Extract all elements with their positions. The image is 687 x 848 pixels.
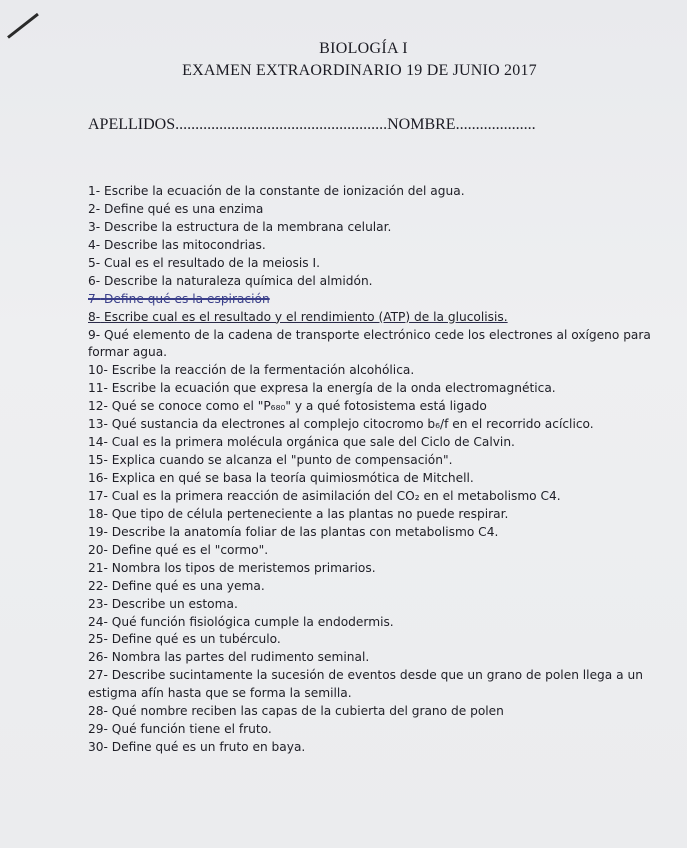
- question-number: 15-: [88, 453, 108, 468]
- question-number: 2-: [88, 201, 101, 216]
- question-text: Describe las mitocondrias.: [104, 237, 266, 252]
- question-item: [88, 560, 663, 578]
- question-number: 13-: [88, 417, 108, 432]
- question-item: [88, 362, 663, 380]
- question-text: Explica cuando se alcanza el "punto de compensación".: [111, 453, 453, 468]
- question-number: 8-: [88, 309, 101, 324]
- question-number: 27-: [88, 668, 108, 683]
- surname-name-line: APELLIDOS.....................................................NOMBRE....................: [88, 116, 536, 133]
- question-item: [88, 416, 663, 434]
- question-item: [88, 721, 663, 739]
- question-item: [88, 524, 663, 542]
- question-number: 24-: [88, 614, 108, 629]
- question-item: [88, 327, 663, 363]
- question-text: Qué se conoce como el "P₆₈₀" y a qué fotosistema está ligado: [111, 399, 487, 414]
- question-item: [88, 273, 663, 291]
- question-number: 1-: [88, 184, 101, 198]
- question-text: Describe sucintamente la sucesión de eventos desde que un grano de polen llega a un estigma afín hasta que se forma la semilla.: [88, 668, 643, 701]
- question-item: [88, 470, 663, 488]
- question-text: Qué sustancia da electrones al complejo citocromo b₆/f en el recorrido acíclico.: [111, 417, 594, 432]
- question-item: [88, 667, 663, 703]
- question-number: 18-: [88, 506, 108, 521]
- question-item: [88, 631, 663, 649]
- question-item: [88, 614, 663, 632]
- question-number: 26-: [88, 650, 108, 665]
- question-item: [88, 237, 663, 255]
- question-number: 14-: [88, 435, 108, 450]
- exam-title: EXAMEN EXTRAORDINARIO 19 DE JUNIO 2017: [182, 62, 537, 79]
- question-number: 29-: [88, 722, 108, 737]
- question-text: Define qué es un tubérculo.: [111, 632, 281, 647]
- question-item: [88, 398, 663, 416]
- question-text: Define qué es un fruto en baya.: [111, 740, 306, 755]
- question-text: Define qué es la espiración: [104, 291, 270, 306]
- question-text: Qué nombre reciben las capas de la cubierta del grano de polen: [111, 704, 504, 719]
- pencil-mark: [7, 13, 39, 39]
- question-number: 25-: [88, 632, 108, 647]
- question-item-underlined: [88, 309, 663, 327]
- question-text: Cual es la primera reacción de asimilación del CO₂ en el metabolismo C4.: [111, 488, 561, 503]
- question-item: [88, 739, 663, 757]
- question-text: Define qué es una enzima: [104, 201, 264, 216]
- question-list: [88, 183, 663, 757]
- question-text: Escribe la reacción de la fermentación alcohólica.: [111, 363, 415, 378]
- question-text: Nombra los tipos de meristemos primarios.: [111, 560, 376, 575]
- question-item: [88, 434, 663, 452]
- question-item: [88, 183, 663, 201]
- question-number: 30-: [88, 740, 108, 755]
- question-number: 4-: [88, 237, 101, 252]
- question-text: Nombra las partes del rudimento seminal.: [111, 650, 370, 665]
- question-text: Que tipo de célula perteneciente a las plantas no puede respirar.: [111, 506, 509, 521]
- question-text: Describe la anatomía foliar de las plantas con metabolismo C4.: [111, 524, 499, 539]
- question-item: [88, 542, 663, 560]
- question-number: 3-: [88, 219, 101, 234]
- question-text: Define qué es una yema.: [111, 578, 265, 593]
- question-number: 16-: [88, 471, 108, 486]
- question-text: Escribe la ecuación que expresa la energía de la onda electromagnética.: [111, 381, 556, 396]
- question-text: Explica en qué se basa la teoría quimiosmótica de Mitchell.: [111, 471, 474, 486]
- question-number: 9-: [88, 327, 101, 342]
- question-item: [88, 506, 663, 524]
- question-number: 11-: [88, 381, 108, 396]
- question-number: 12-: [88, 399, 108, 414]
- question-number: 21-: [88, 560, 108, 575]
- question-number: 7-: [88, 291, 101, 306]
- question-item: [88, 219, 663, 237]
- question-item: [88, 596, 663, 614]
- question-text: Describe la estructura de la membrana celular.: [104, 219, 392, 234]
- question-item: [88, 380, 663, 398]
- question-item-crossed-out: [88, 291, 663, 309]
- question-text: Qué elemento de la cadena de transporte electrónico cede los electrones al oxígeno para formar agua.: [88, 327, 651, 360]
- question-item: [88, 649, 663, 667]
- question-text: Escribe la ecuación de la constante de ionización del agua.: [104, 184, 465, 198]
- question-number: 22-: [88, 578, 108, 593]
- question-item: [88, 703, 663, 721]
- question-number: 28-: [88, 704, 108, 719]
- question-text: Cual es la primera molécula orgánica que sale del Ciclo de Calvin.: [111, 435, 515, 450]
- question-number: 5-: [88, 255, 101, 270]
- subject-title: BIOLOGÍA I: [319, 40, 408, 57]
- question-number: 19-: [88, 524, 108, 539]
- question-number: 10-: [88, 363, 108, 378]
- question-number: 17-: [88, 488, 108, 503]
- question-text: Describe un estoma.: [111, 596, 238, 611]
- question-number: 20-: [88, 542, 108, 557]
- question-number: 23-: [88, 596, 108, 611]
- question-text: Cual es el resultado de la meiosis I.: [104, 255, 320, 270]
- question-item: [88, 578, 663, 596]
- question-item: [88, 452, 663, 470]
- question-text: Describe la naturaleza química del almidón.: [104, 273, 373, 288]
- question-item: [88, 201, 663, 219]
- question-number: 6-: [88, 273, 101, 288]
- question-text: Define qué es el "cormo".: [111, 542, 269, 557]
- question-text: Escribe cual es el resultado y el rendimiento (ATP) de la glucolisis.: [104, 309, 508, 324]
- question-item: [88, 255, 663, 273]
- question-text: Qué función tiene el fruto.: [111, 722, 272, 737]
- question-item: [88, 488, 663, 506]
- question-text: Qué función fisiológica cumple la endodermis.: [111, 614, 394, 629]
